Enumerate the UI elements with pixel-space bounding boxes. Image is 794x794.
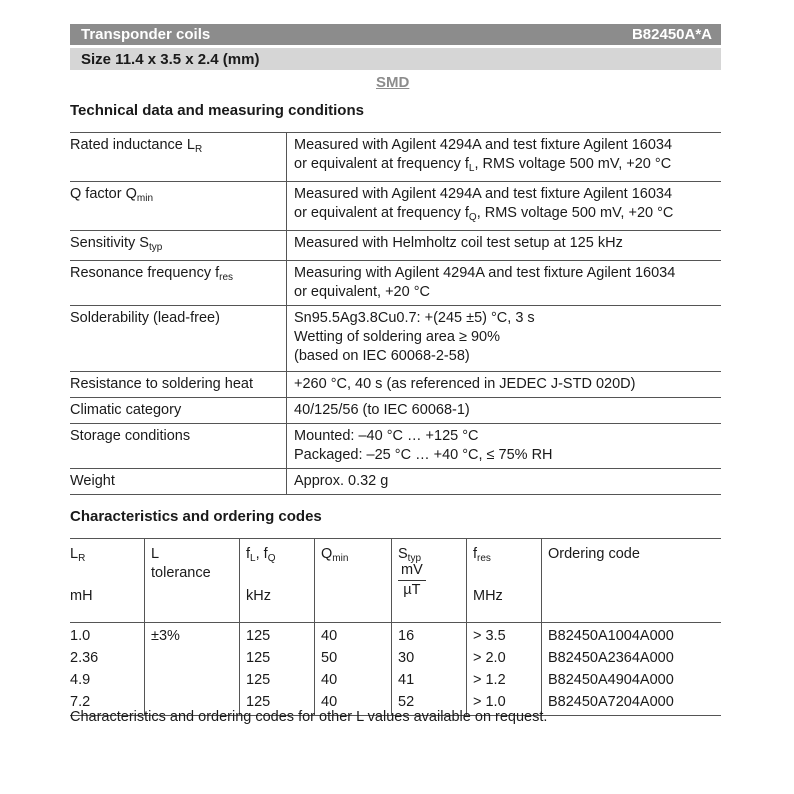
row-label: Weight — [70, 473, 115, 489]
cell-q: 40 — [315, 668, 392, 690]
part-number: B82450A*A — [631, 26, 712, 43]
unit-fres: MHz — [473, 588, 503, 604]
chars-table — [70, 538, 721, 716]
row-value: Measured with Helmholtz coil test setup at 125 kHz — [294, 235, 623, 251]
cell-code: B82450A4904A000 — [542, 668, 722, 690]
col-header-tolerance: tolerance — [151, 565, 211, 581]
col-header-sub: min — [332, 553, 349, 564]
cell-f: 125 — [240, 668, 315, 690]
row-label-sub: R — [194, 144, 203, 155]
cell-lr: 1.0 — [70, 628, 91, 644]
row-value: , RMS voltage 500 mV, +20 °C — [476, 205, 674, 221]
row-label-sub: typ — [148, 242, 163, 253]
chars-heading: Characteristics and ordering codes — [70, 508, 322, 525]
col-header-sub: res — [477, 553, 491, 564]
cell-s: 41 — [392, 668, 467, 690]
unit-s — [398, 561, 426, 600]
footnote: Characteristics and ordering codes for other L values available on request. — [70, 709, 548, 725]
row-label: Resonance frequency f — [70, 265, 220, 281]
table-row — [70, 306, 721, 372]
row-label: Resistance to soldering heat — [70, 376, 253, 392]
unit-row — [70, 583, 721, 623]
col-header-fres: f — [473, 546, 478, 562]
cell-q: 40 — [315, 623, 392, 647]
table-row — [70, 646, 721, 668]
row-value: Measured with Agilent 4294A and test fixture Agilent 16034 — [294, 137, 673, 153]
row-value: Approx. 0.32 g — [294, 473, 389, 489]
cell-code: B82450A7204A000 — [542, 690, 722, 716]
cell-f: 125 — [240, 690, 315, 716]
cell-f: 125 — [240, 623, 315, 647]
table-row — [70, 133, 721, 182]
row-label-sub: min — [136, 193, 154, 204]
row-value: or equivalent at frequency f — [294, 156, 469, 172]
cell-s: 30 — [392, 646, 467, 668]
row-value: or equivalent, +20 °C — [294, 284, 430, 300]
cell-lr: 7.2 — [70, 694, 91, 710]
row-value: 40/125/56 (to IEC 60068-1) — [294, 402, 470, 418]
col-header-sub: R — [78, 553, 86, 564]
table-row — [70, 398, 721, 424]
unit-lr: mH — [70, 588, 93, 604]
cell-s: 16 — [392, 623, 467, 647]
cell-q: 40 — [315, 690, 392, 716]
unit-s-den: µT — [403, 582, 421, 598]
row-label: Climatic category — [70, 402, 182, 418]
row-value: , RMS voltage 500 mV, +20 °C — [474, 156, 672, 172]
col-header-code: Ordering code — [548, 546, 640, 562]
unit-s-num: mV — [398, 561, 426, 581]
table-row — [70, 182, 721, 231]
row-value: or equivalent at frequency f — [294, 205, 469, 221]
row-value-sub: L — [468, 163, 475, 174]
table-row — [70, 424, 721, 469]
cell-fres: > 2.0 — [467, 646, 542, 668]
row-label: Storage conditions — [70, 428, 191, 444]
table-row — [70, 372, 721, 398]
col-header-s: S — [398, 546, 408, 562]
product-title: Transponder coils — [81, 26, 211, 43]
row-value: Mounted: –40 °C … +125 °C — [294, 428, 479, 444]
cell-code: B82450A2364A000 — [542, 646, 722, 668]
row-value: (based on IEC 60068-2-58) — [294, 348, 470, 364]
table-row — [70, 261, 721, 306]
table-row — [70, 668, 721, 690]
row-label-sub: res — [219, 272, 234, 283]
row-label: Solderability (lead-free) — [70, 310, 220, 326]
col-header-sub: Q — [267, 553, 276, 564]
table-row — [70, 469, 721, 495]
cell-tolerance: ±3% — [145, 623, 240, 647]
cell-fres: > 1.2 — [467, 668, 542, 690]
tech-heading: Technical data and measuring conditions — [70, 102, 364, 119]
table-row — [70, 231, 721, 261]
row-label: Sensitivity S — [70, 235, 149, 251]
cell-code: B82450A1004A000 — [542, 623, 722, 647]
row-value: Wetting of soldering area ≥ 90% — [294, 329, 500, 345]
col-header-lr: L — [70, 546, 79, 562]
row-value: Measuring with Agilent 4294A and test fixture Agilent 16034 — [294, 265, 676, 281]
row-label: Q factor Q — [70, 186, 137, 202]
cell-fres: > 3.5 — [467, 623, 542, 647]
tech-table — [70, 132, 721, 495]
cell-q: 50 — [315, 646, 392, 668]
header-row — [70, 539, 721, 584]
cell-lr: 4.9 — [70, 672, 91, 688]
row-value-sub: Q — [468, 212, 477, 223]
col-header-sub: L — [250, 553, 256, 564]
col-header-f: , f — [255, 546, 268, 562]
smd-label: SMD — [376, 74, 410, 91]
cell-s: 52 — [392, 690, 467, 716]
table-row — [70, 623, 721, 647]
cell-fres: > 1.0 — [467, 690, 542, 716]
col-header-l: L — [151, 546, 160, 562]
row-value: Sn95.5Ag3.8Cu0.7: +(245 ±5) °C, 3 s — [294, 310, 535, 326]
row-label: Rated inductance L — [70, 137, 195, 153]
row-value: Measured with Agilent 4294A and test fixture Agilent 16034 — [294, 186, 673, 202]
row-value: +260 °C, 40 s (as referenced in JEDEC J-STD 020D) — [294, 376, 636, 392]
unit-f: kHz — [246, 588, 271, 604]
size-label: Size 11.4 x 3.5 x 2.4 (mm) — [81, 51, 260, 68]
row-value: Packaged: –25 °C … +40 °C, ≤ 75% RH — [294, 447, 553, 463]
col-header-q: Q — [321, 546, 333, 562]
cell-lr: 2.36 — [70, 650, 99, 666]
cell-f: 125 — [240, 646, 315, 668]
size-bar — [70, 48, 721, 70]
col-header-sub: typ — [407, 553, 422, 564]
col-header-f: f — [246, 546, 251, 562]
title-bar — [70, 24, 721, 45]
